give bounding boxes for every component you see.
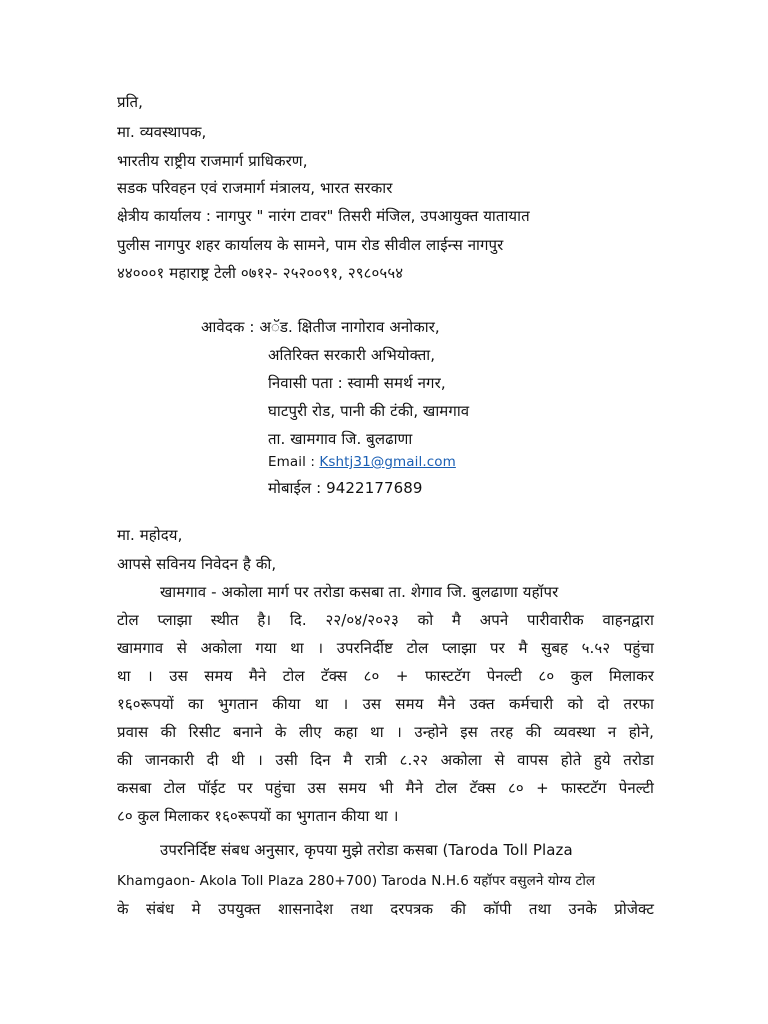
paragraph-line: था । उस समय मैने टोल टॅक्स ८० + फास्टटॅग पेनल्टी ८० कुल मिलाकर (117, 667, 654, 685)
address-line: क्षेत्रीय कार्यालय : नागपुर " नारंग टावर" तिसरी मंजिल, उपआयुक्त यातायात (117, 207, 530, 225)
applicant-line: अतिरिक्त सरकारी अभियोक्ता, (268, 346, 436, 364)
paragraph-line: खामगाव से अकोला गया था । उपरनिर्दीष्ट टोल प्लाझा पर मै सुबह ५.५२ पहुंचा (117, 639, 654, 657)
applicant-line: आवेदक : अॅड. क्षितीज नागोराव अनोकार, (201, 318, 440, 336)
mobile-line: मोबाईल : 9422177689 (268, 479, 423, 497)
applicant-line: ता. खामगाव जि. बुलढाणा (268, 430, 413, 448)
address-line: पुलीस नागपुर शहर कार्यालय के सामने, पाम रोड सीवील लाईन्स नागपुर (117, 236, 504, 254)
email-line (268, 451, 456, 473)
address-line: प्रति, (117, 93, 144, 111)
salutation: मा. महोदय, (117, 526, 183, 544)
paragraph-line: १६०रूपयों का भुगतान कीया था । उस समय मैने उक्त कर्मचारी को दो तरफा (117, 695, 654, 713)
paragraph-line: प्रवास की रिसीट बनाने के लीए कहा था । उन्होने इस तरह की व्यवस्था न होने, (117, 723, 654, 741)
email-label: Email : (268, 454, 320, 470)
paragraph-line: खामगाव - अकोला मार्ग पर तरोडा कसबा ता. शेगाव जि. बुलढाणा यहॉपर (160, 583, 559, 601)
address-line: सडक परिवहन एवं राजमार्ग मंत्रालय, भारत सरकार (117, 179, 393, 197)
opening-line: आपसे सविनय निवेदन है की, (117, 555, 277, 573)
address-line: ४४०००१ महाराष्ट्र टेली ०७१२- २५२००९१, २९८०५५४ (117, 264, 404, 282)
paragraph-line: के संबंध मे उपयुक्त शासनादेश तथा दरपत्रक की कॉपी तथा उनके प्रोजेक्ट (117, 900, 654, 918)
paragraph-line: टोल प्लाझा स्थीत है। दि. २२/०४/२०२३ को मै अपने पारीवारीक वाहनद्वारा (117, 611, 654, 629)
paragraph-line: ८० कुल मिलाकर १६०रूपयों का भुगतान कीया था । (117, 807, 399, 825)
applicant-line: निवासी पता : स्वामी समर्थ नगर, (268, 374, 446, 392)
paragraph-line: की जानकारी दी थी । उसी दिन मै रात्री ८.२२ अकोला से वापस होते हुये तरोडा (117, 751, 654, 769)
address-line: मा. व्यवस्थापक, (117, 123, 207, 141)
email-link[interactable]: Kshtj31@gmail.com (319, 454, 456, 470)
paragraph-line: उपरनिर्दिष्ट संबध अनुसार, कृपया मुझे तरोडा कसबा (Taroda Toll Plaza (160, 841, 573, 859)
paragraph-line: Khamgaon- Akola Toll Plaza 280+700) Taroda N.H.6 यहॉपर वसुलने योग्य टोल (117, 873, 596, 889)
paragraph-line: कसबा टोल पॉईट पर पहुंचा उस समय भी मैने टोल टॅक्स ८० + फास्टटॅग पेनल्टी (117, 779, 654, 797)
applicant-line: घाटपुरी रोड, पानी की टंकी, खामगाव (268, 402, 470, 420)
address-line: भारतीय राष्ट्रीय राजमार्ग प्राधिकरण, (117, 152, 308, 170)
